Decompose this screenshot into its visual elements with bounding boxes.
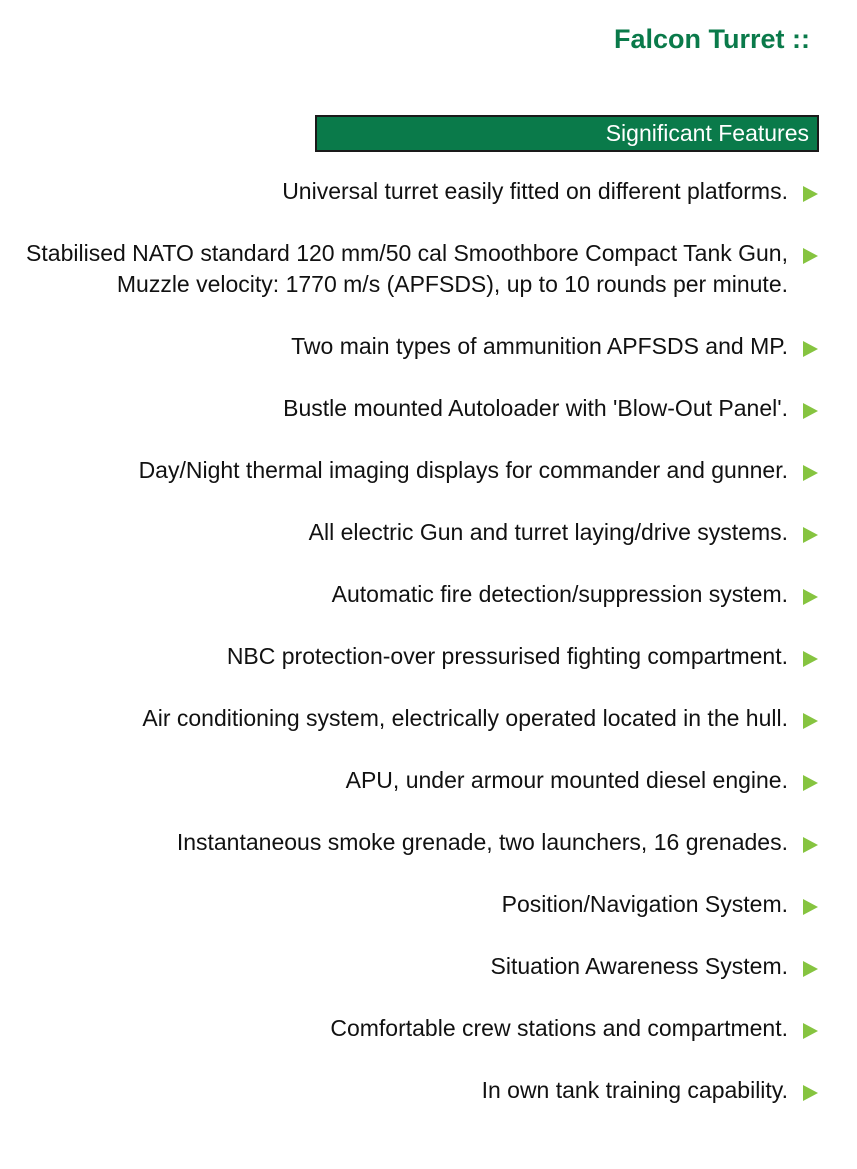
feature-item (20, 889, 840, 920)
feature-item (20, 641, 840, 672)
feature-text: In own tank training capability. (481, 1077, 788, 1103)
feature-text: Two main types of ammunition APFSDS and MP. (291, 333, 788, 359)
feature-item (20, 827, 840, 858)
feature-text: Bustle mounted Autoloader with 'Blow-Out Panel'. (283, 395, 788, 421)
triangle-bullet-icon (803, 527, 818, 543)
triangle-bullet-icon (803, 961, 818, 977)
feature-item (20, 517, 840, 548)
feature-text: Comfortable crew stations and compartment. (330, 1015, 788, 1041)
feature-item (20, 579, 840, 610)
feature-text: Universal turret easily fitted on different platforms. (282, 178, 788, 204)
feature-item (20, 176, 840, 207)
triangle-bullet-icon (803, 465, 818, 481)
feature-item (20, 393, 840, 424)
feature-item (20, 455, 840, 486)
triangle-bullet-icon (803, 248, 818, 264)
triangle-bullet-icon (803, 341, 818, 357)
triangle-bullet-icon (803, 837, 818, 853)
triangle-bullet-icon (803, 775, 818, 791)
feature-text: APU, under armour mounted diesel engine. (345, 767, 788, 793)
feature-item (20, 1075, 840, 1106)
triangle-bullet-icon (803, 186, 818, 202)
feature-item (20, 703, 840, 734)
feature-text: Automatic fire detection/suppression system. (331, 581, 788, 607)
feature-text: Stabilised NATO standard 120 mm/50 cal Smoothbore Compact Tank Gun, Muzzle velocity: 1770 m/s (APFSDS), up to 10 rounds per minute. (26, 240, 788, 297)
triangle-bullet-icon (803, 1023, 818, 1039)
feature-text: All electric Gun and turret laying/drive systems. (308, 519, 788, 545)
feature-item (20, 238, 840, 300)
feature-item (20, 331, 840, 362)
triangle-bullet-icon (803, 403, 818, 419)
triangle-bullet-icon (803, 899, 818, 915)
feature-text: Day/Night thermal imaging displays for commander and gunner. (138, 457, 788, 483)
feature-text: NBC protection-over pressurised fighting compartment. (226, 643, 788, 669)
section-header-label: Significant Features (605, 120, 809, 146)
triangle-bullet-icon (803, 1085, 818, 1101)
feature-text: Position/Navigation System. (501, 891, 788, 917)
feature-list (20, 176, 840, 1137)
triangle-bullet-icon (803, 651, 818, 667)
feature-text: Situation Awareness System. (490, 953, 788, 979)
feature-item (20, 951, 840, 982)
feature-item (20, 765, 840, 796)
page-title: Falcon Turret :: (613, 24, 810, 54)
triangle-bullet-icon (803, 713, 818, 729)
feature-item (20, 1013, 840, 1044)
feature-text: Instantaneous smoke grenade, two launchers, 16 grenades. (176, 829, 788, 855)
triangle-bullet-icon (803, 589, 818, 605)
feature-text: Air conditioning system, electrically operated located in the hull. (142, 705, 788, 731)
section-header (315, 115, 819, 152)
